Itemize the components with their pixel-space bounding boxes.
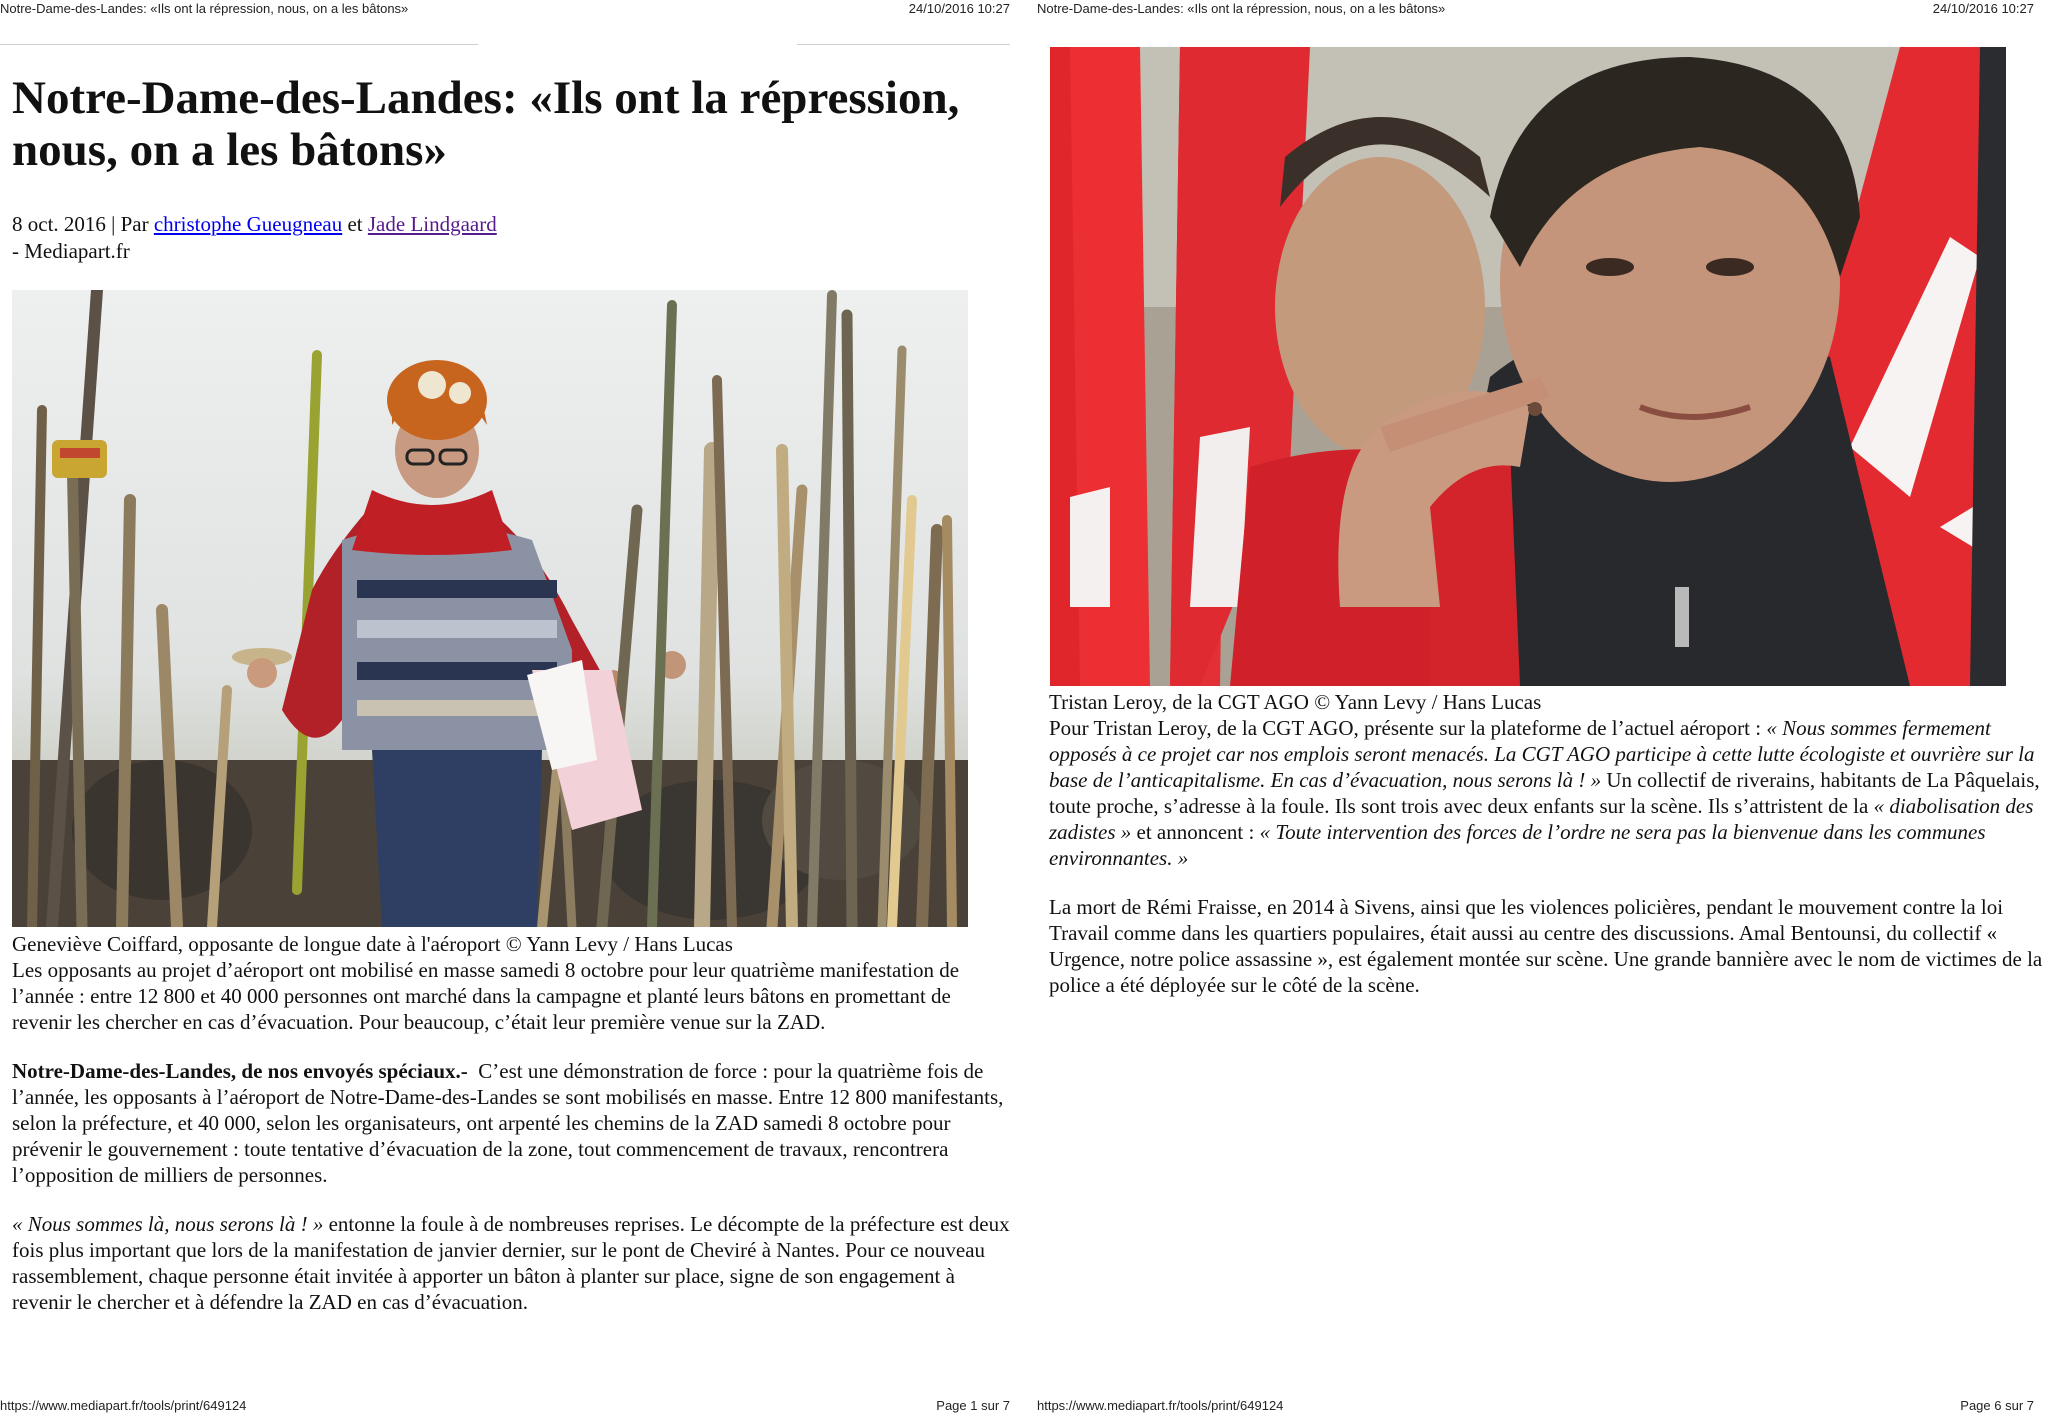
unionists-photo-illustration [1050,47,2006,686]
byline-date: 8 oct. 2016 | Par [12,212,154,236]
dateline: Notre-Dame-des-Landes, de nos envoyés spéciaux.- [12,1059,468,1083]
paragraph-text-b: Un collectif de riverains, habitants de La Pâquelais, toute proche, s’adresse à la foule. Ils sont trois avec deux enfants sur la scène. Ils s’attristent de la [1049,768,2040,818]
cgt-unionists-with-red-flags-photo [1050,47,2006,686]
print-header-date: 24/10/2016 10:27 [908,1,1010,16]
article-headline [12,72,1002,176]
print-header-title: Notre-Dame-des-Landes: «Ils ont la répression, nous, on a les bâtons» [0,1,409,16]
author-link-christophe-gueugneau[interactable]: christophe Gueugneau [153,212,343,236]
print-page-6 [1037,0,2048,1414]
print-footer-url: https://www.mediapart.fr/tools/print/649124 [0,1398,247,1413]
article-paragraph-tristan-leroy [1049,715,2048,871]
paragraph-text-a: Pour Tristan Leroy, de la CGT AGO, présente sur la plateforme de l’actuel aéroport : [1049,716,1767,740]
paragraph-text-c: et annoncent : [1131,820,1260,844]
print-footer-page-number: Page 6 sur 7 [1960,1398,2034,1413]
byline [12,211,912,265]
byline-source: - Mediapart.fr [12,239,130,263]
header-rule-right [797,44,1010,45]
quote-diabolisation: « diabolisation des zadistes » [1049,794,2034,844]
article-body-page-1 [12,931,1012,1315]
headline-line-2: nous, on a les bâtons» [12,124,447,176]
paragraph-2-text: entonne la foule à de nombreuses reprises. Le décompte de la préfecture est deux fois plus important que lors de la manifestation de janvier dernier, sur le pont de Cheviré à Nantes. Pour ce nouveau rassemblement, chaque personne était invitée à apporter un bâton à planter sur place, signe de son engagement à revenir le chercher et à défendre la ZAD en cas d’évacuation. [12,1212,1010,1314]
paragraph-1-text: C’est une démonstration de force : pour la quatrième fois de l’année, les opposants à l’aéroport de Notre-Dame-des-Landes se sont mobilisés en masse. Entre 12 800 manifestants, selon la préfecture, et 40 000, selon les organisateurs, ont arpenté les chemins de la ZAD samedi 8 octobre pour prévenir le gouvernement : toute tentative d’évacuation de la zone, tout commencement de travaux, rencontrera l’opposition de milliers de personnes. [12,1059,1009,1187]
quote-forces-ordre: « Toute intervention des forces de l’ordre ne sera pas la bienvenue dans les communes environnantes. » [1049,820,1986,870]
article-paragraph-1 [12,1058,1012,1188]
protester-with-sticks-photo [12,290,968,927]
photo-caption-left: Geneviève Coiffard, opposante de longue date à l'aéroport © Yann Levy / Hans Lucas [12,932,733,956]
quote-cgt-ago: « Nous sommes fermement opposés à ce projet car nos emplois seront menacés. La CGT AGO participe à cette lutte écologiste et ouvrière sur la base de l’anticapitalisme. En cas d’évacuation, nous serons là ! » [1049,716,2035,792]
author-link-jade-lindgaard[interactable]: Jade Lindgaard [367,212,497,236]
article-paragraph-remi-fraisse: La mort de Rémi Fraisse, en 2014 à Sivens, ainsi que les violences policières, pendant le mouvement contre la loi Travail comme dans les quartiers populaires, était aussi au centre des discussions. Amal Bentounsi, du collectif « Urgence, notre police assassine », est également montée sur scène. Une grande bannière avec le nom de victimes de la police a été déployée sur le côté de la scène. [1049,895,2043,997]
chant-quote: « Nous sommes là, nous serons là ! » [12,1212,324,1236]
article-body-page-6 [1049,689,2048,998]
print-header-date: 24/10/2016 10:27 [1932,1,2034,16]
article-lede: Les opposants au projet d’aéroport ont mobilisé en masse samedi 8 octobre pour leur quatrième manifestation de l’année : entre 12 800 et 40 000 personnes ont marché dans la campagne et planté leurs bâtons en promettant de revenir les chercher en cas d’évacuation. Pour beaucoup, c’était leur première venue sur la ZAD. [12,958,960,1034]
byline-and: et [342,212,368,236]
print-header-title: Notre-Dame-des-Landes: «Ils ont la répression, nous, on a les bâtons» [1037,1,1446,16]
print-footer-page-number: Page 1 sur 7 [936,1398,1010,1413]
headline-line-1: Notre-Dame-des-Landes: «Ils ont la répression, [12,72,960,124]
print-footer-url: https://www.mediapart.fr/tools/print/649124 [1037,1398,1284,1413]
protest-photo-illustration [12,290,968,927]
header-rule-left [0,44,478,45]
photo-caption-right: Tristan Leroy, de la CGT AGO © Yann Levy / Hans Lucas [1049,690,1542,714]
article-paragraph-2 [12,1211,1012,1315]
